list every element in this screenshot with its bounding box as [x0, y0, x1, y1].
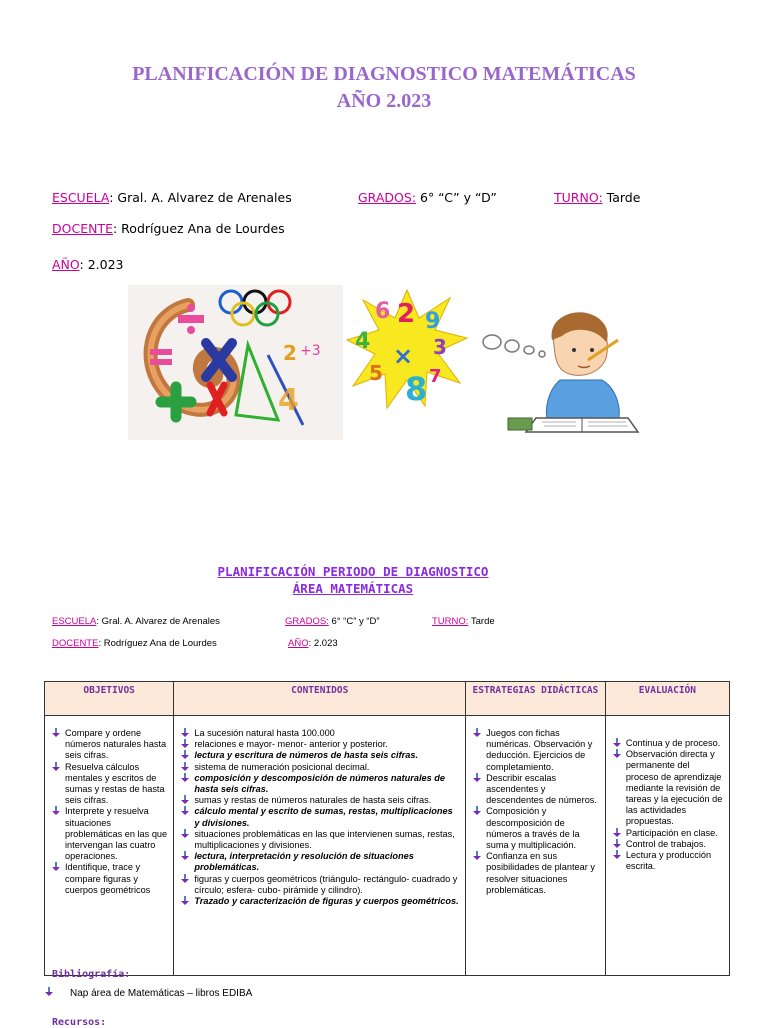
bullet-arrow-icon [612, 738, 622, 748]
estrategia-item [472, 851, 600, 896]
svg-text:×: × [393, 342, 414, 370]
contenidos-list [180, 728, 460, 907]
numbers-burst-illustration [345, 288, 470, 410]
section-subtitle: ÁREA MATEMÁTICAS [292, 581, 414, 596]
contenido-item-text: cálculo mental y escrito de sumas, restas, multiplicaciones y divisiones. [194, 806, 453, 828]
grados-info [358, 190, 497, 205]
contenido-item [180, 795, 460, 806]
section-docente-label: DOCENTE [52, 638, 99, 649]
bibliografia-title: Bibliografía: [52, 969, 131, 980]
anio-label: AÑO [52, 257, 80, 272]
svg-text:5: 5 [369, 361, 383, 385]
turno-label: TURNO: [554, 190, 603, 205]
contenidos-cell [174, 716, 466, 976]
bullet-arrow-icon [44, 987, 54, 997]
header-estrategias: ESTRATEGIAS DIDÁCTICAS [466, 682, 606, 716]
docente-label: DOCENTE [52, 221, 113, 236]
bullet-arrow-icon [51, 762, 61, 772]
bullet-arrow-icon [472, 806, 482, 816]
objetivos-list [51, 728, 168, 896]
page-subtitle-year: AÑO 2.023 [336, 90, 432, 112]
bullet-arrow-icon [180, 739, 190, 749]
thinking-student-illustration [478, 300, 643, 440]
svg-text:2: 2 [283, 341, 297, 365]
estrategias-cell [466, 716, 606, 976]
escuela-info [52, 190, 292, 205]
estrategia-item-text: Confianza en sus posibilidades de plantear y resolver situaciones problemáticas. [486, 851, 595, 895]
section-escuela-label: ESCUELA [52, 616, 97, 627]
contenido-item-text: situaciones problemáticas en las que intervienen sumas, restas, multiplicaciones y divisiones. [194, 828, 455, 851]
bullet-arrow-icon [180, 851, 190, 861]
header-objetivos: OBJETIVOS [45, 682, 174, 716]
bullet-arrow-icon [180, 762, 190, 772]
section-grados-info [285, 616, 380, 627]
recursos-title: Recursos: [52, 1017, 107, 1028]
contenido-item [180, 851, 460, 873]
evaluacion-item [612, 749, 724, 827]
bibliografia-item-text: Nap área de Matemáticas – libros EDIBA [70, 988, 253, 999]
section-anio-label: AÑO [288, 638, 309, 649]
svg-text:9: 9 [425, 309, 441, 334]
docente-value: : Rodríguez Ana de Lourdes [112, 221, 285, 236]
anio-value: : 2.023 [79, 257, 124, 272]
grados-value: 6° “C” y “D” [416, 190, 497, 205]
objetivo-item [51, 862, 168, 896]
section-docente-info [52, 638, 217, 649]
contenido-item-text: lectura, interpretación y resolución de situaciones problemáticas. [194, 851, 414, 873]
turno-info [554, 190, 640, 205]
bullet-arrow-icon [612, 839, 622, 849]
contenido-item-text: Trazado y caracterización de figuras y cuerpos geométricos. [194, 896, 459, 907]
section-title: PLANIFICACIÓN PERIODO DE DIAGNOSTICO [217, 564, 489, 579]
bullet-arrow-icon [180, 874, 190, 884]
section-docente-value: : Rodríguez Ana de Lourdes [98, 638, 217, 649]
evaluacion-item [612, 828, 724, 839]
svg-text:8: 8 [405, 370, 428, 408]
section-turno-label: TURNO: [432, 616, 469, 627]
svg-text:2: 2 [397, 299, 416, 329]
svg-text:4: 4 [278, 383, 299, 418]
estrategia-item [472, 806, 600, 851]
objetivo-item-text: Interprete y resuelva situaciones problemáticas en las que intervengan las cuatro operaciones. [65, 806, 168, 862]
bullet-arrow-icon [51, 728, 61, 738]
bullet-arrow-icon [180, 829, 190, 839]
section-anio-info [288, 638, 338, 649]
page-title: PLANIFICACIÓN DE DIAGNOSTICO MATEMÁTICAS [132, 63, 636, 85]
header-contenidos: CONTENIDOS [174, 682, 466, 716]
objetivo-item [51, 762, 168, 807]
bullet-arrow-icon [180, 806, 190, 816]
contenido-item [180, 773, 460, 795]
svg-text:7: 7 [429, 366, 442, 387]
bullet-arrow-icon [612, 749, 622, 759]
svg-text:3: 3 [433, 335, 447, 359]
section-turno-info [432, 616, 495, 627]
anio-info [52, 257, 124, 272]
contenido-item [180, 829, 460, 851]
bullet-arrow-icon [180, 728, 190, 738]
header-evaluacion: EVALUACIÓN [605, 682, 729, 716]
docente-info [52, 221, 285, 236]
objetivo-item [51, 728, 168, 762]
contenido-item [180, 728, 460, 739]
estrategia-item-text: Composición y descomposición de números a través de la suma y multiplicación. [486, 806, 580, 851]
objetivo-item-text: Compare y ordene números naturales hasta seis cifras. [65, 728, 167, 761]
estrategia-item [472, 773, 600, 807]
contenido-item [180, 739, 460, 750]
section-grados-label: GRADOS: [285, 616, 329, 627]
evaluacion-item-text: Participación en clase. [625, 827, 718, 838]
contenido-item-text: sumas y restas de números naturales de hasta seis cifras. [194, 795, 432, 806]
svg-text:4: 4 [355, 329, 371, 354]
evaluacion-item-text: Observación directa y permanente del proceso de aprendizaje mediante la revisión de tareas y la ejecución de las actividades propuestas. [625, 749, 723, 827]
section-turno-value: Tarde [468, 616, 495, 627]
contenido-item-text: composición y descomposición de números naturales de hasta seis cifras. [194, 772, 446, 795]
svg-text:+3: +3 [300, 343, 321, 359]
evaluacion-item [612, 839, 724, 850]
evaluacion-item [612, 738, 724, 749]
contenido-item [180, 874, 460, 896]
bullet-arrow-icon [612, 828, 622, 838]
bullet-arrow-icon [472, 773, 482, 783]
grados-label: GRADOS: [358, 190, 417, 205]
objetivo-item-text: Resuelva cálculos mentales y escritos de sumas y restas de hasta seis cifras. [65, 761, 165, 806]
objetivo-item [51, 806, 168, 862]
escuela-value: : Gral. A. Alvarez de Arenales [109, 190, 292, 205]
escuela-label: ESCUELA [52, 190, 110, 205]
turno-value: Tarde [602, 190, 641, 205]
estrategia-item-text: Juegos con fichas numéricas. Observación y deducción. Ejercicios de completamiento. [486, 728, 593, 772]
contenido-item-text: La sucesión natural hasta 100.000 [194, 728, 335, 738]
estrategias-list [472, 728, 600, 896]
bullet-arrow-icon [472, 728, 482, 738]
evaluacion-item-text: Control de trabajos. [625, 838, 706, 849]
bullet-arrow-icon [180, 795, 190, 805]
section-anio-value: : 2.023 [308, 638, 338, 649]
evaluacion-item-text: Lectura y producción escrita. [625, 850, 712, 872]
contenido-item-text: sistema de numeración posicional decimal. [194, 761, 370, 772]
evaluacion-list [612, 738, 724, 872]
contenido-item-text: lectura y escritura de números de hasta seis cifras. [194, 750, 418, 761]
estrategia-item-text: Describir escalas ascendentes y descendentes de números. [486, 772, 597, 806]
bullet-arrow-icon [180, 773, 190, 783]
bullet-arrow-icon [472, 851, 482, 861]
contenido-item-text: figuras y cuerpos geométricos (triángulo- rectángulo- cuadrado y círculo; esfera- cubo- pirámide y cilindro). [194, 873, 458, 895]
estrategia-item [472, 728, 600, 773]
bibliografia-item [44, 987, 252, 999]
bullet-arrow-icon [51, 862, 61, 872]
evaluacion-item [612, 850, 724, 872]
section-grados-value: 6° “C” y “D” [328, 616, 380, 627]
contenido-item [180, 750, 460, 761]
bullet-arrow-icon [612, 850, 622, 860]
bullet-arrow-icon [180, 896, 190, 906]
objetivos-cell [45, 716, 174, 976]
objetivo-item-text: Identifique, trace y compare figuras y cuerpos geométricos [65, 862, 151, 895]
section-escuela-info [52, 616, 220, 627]
evaluacion-cell [605, 716, 729, 976]
contenido-item [180, 762, 460, 773]
bullet-arrow-icon [51, 806, 61, 816]
section-escuela-value: : Gral. A. Alvarez de Arenales [96, 616, 220, 627]
contenido-item [180, 806, 460, 828]
bullet-arrow-icon [180, 750, 190, 760]
math-symbols-illustration [128, 285, 343, 440]
planning-table [44, 681, 730, 976]
svg-text:6: 6 [375, 299, 391, 324]
evaluacion-item-text: Continua y de proceso. [625, 738, 721, 748]
contenido-item-text: relaciones e mayor- menor- anterior y posterior. [194, 739, 388, 750]
contenido-item [180, 896, 460, 907]
